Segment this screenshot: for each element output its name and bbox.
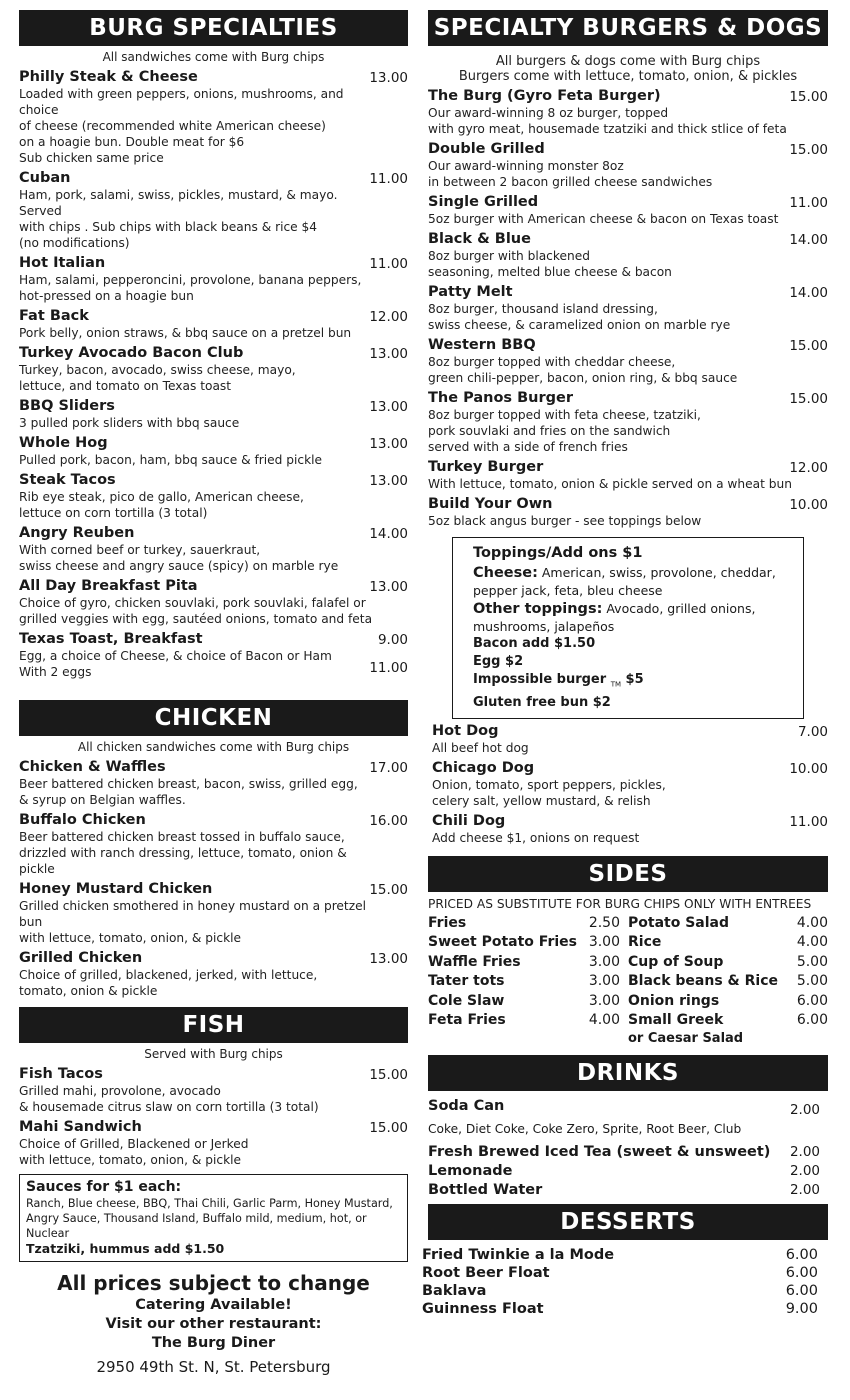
side-item: [428, 933, 628, 953]
menu-item-price: 6.00: [785, 1246, 818, 1263]
side-item-price: 4.00: [588, 1012, 620, 1029]
menu-item-description: [19, 776, 384, 808]
menu-item-price: 2.00: [789, 1181, 820, 1198]
menu-item-description: [19, 362, 384, 394]
chicken-header: CHICKEN: [19, 700, 408, 736]
description-line: swiss cheese and angry sauce (spicy) on marble rye: [19, 559, 339, 573]
menu-item-description: [19, 452, 384, 468]
menu-item-description: [19, 648, 384, 680]
description-line: hot-pressed on a hoagie bun: [19, 289, 194, 303]
desserts-list: [422, 1246, 818, 1318]
side-item: [628, 972, 828, 992]
description-line: & syrup on Belgian waffles.: [19, 793, 186, 807]
right-column: [422, 10, 828, 1318]
description-line: Choice of Grilled, Blackened or Jerked: [19, 1137, 249, 1151]
burger-menu-item: [428, 336, 828, 386]
menu-item-price: 6.00: [785, 1264, 818, 1281]
menu-item-name: Bottled Water: [428, 1181, 543, 1198]
specialty-burgers-list: [428, 87, 828, 529]
menu-item-description: [19, 272, 384, 304]
fish-menu-item: [19, 1118, 408, 1168]
side-item: [428, 953, 628, 973]
menu-item-price: 9.00: [377, 632, 408, 648]
side-item-price: 4.00: [796, 934, 828, 951]
menu-item-price: 11.00: [369, 660, 408, 676]
burg-menu-item: [19, 630, 408, 680]
menu-item-price: 7.00: [797, 723, 828, 740]
menu-item-name: Steak Tacos: [19, 472, 116, 488]
menu-item-name: Fried Twinkie a la Mode: [422, 1246, 615, 1263]
description-line: with chips . Sub chips with black beans & rice $4: [19, 220, 318, 234]
sides-grid: [428, 914, 828, 1047]
burger-menu-item: [428, 140, 828, 190]
menu-item-description: [19, 86, 384, 166]
menu-item-price: 13.00: [369, 951, 408, 967]
menu-item-name: Fat Back: [19, 308, 89, 324]
specialty-note-1: All burgers & dogs come with Burg chips: [495, 54, 761, 69]
side-item: [428, 992, 628, 1012]
description-line: Ham, salami, pepperoncini, provolone, banana peppers,: [19, 273, 362, 287]
description-line: Choice of grilled, blackened, jerked, with lettuce,: [19, 968, 318, 982]
side-item: [628, 914, 828, 934]
burger-menu-item: [428, 87, 828, 137]
menu-item-name: Soda Can: [428, 1097, 505, 1114]
menu-item-name: Mahi Sandwich: [19, 1119, 142, 1135]
burger-menu-item: [428, 230, 828, 280]
description-line: green chili-pepper, bacon, onion ring, & bbq sauce: [428, 371, 738, 385]
description-line: (no modifications): [19, 236, 130, 250]
side-item-price: 4.00: [796, 914, 828, 931]
side-item-name: Rice: [628, 934, 662, 951]
chicken-menu-item: [19, 811, 408, 877]
side-item-name: Waffle Fries: [428, 953, 521, 970]
side-item-continuation: or Caesar Salad: [628, 1030, 744, 1046]
burg-specialties-list: [19, 68, 408, 680]
sides-note: PRICED AS SUBSTITUTE FOR BURG CHIPS ONLY WITH ENTREES: [428, 896, 812, 911]
menu-item-name: Turkey Burger: [428, 459, 544, 475]
side-item-name: Onion rings: [628, 992, 720, 1009]
side-item: [428, 1011, 628, 1031]
sauces-box: [19, 1174, 408, 1262]
side-item: [628, 933, 828, 953]
toppings-cheese-label: Cheese:: [473, 565, 538, 581]
sauces-line-1: Ranch, Blue cheese, BBQ, Thai Chili, Garlic Parm, Honey Mustard,: [26, 1197, 393, 1210]
menu-item-name: Chicago Dog: [432, 759, 535, 776]
burg-menu-item: [19, 68, 408, 166]
toppings-box: [452, 537, 804, 719]
side-item: [428, 914, 628, 934]
burg-menu-item: [19, 307, 408, 341]
toppings-other-cont: mushrooms, jalapeños: [473, 619, 615, 634]
burg-menu-item: [19, 434, 408, 468]
menu-item-price: 15.00: [789, 89, 828, 105]
burg-menu-item: [19, 344, 408, 394]
specialty-burgers-header: SPECIALTY BURGERS & DOGS: [428, 10, 828, 46]
menu-item-price: 13.00: [369, 579, 408, 595]
side-item-price: 5.00: [796, 953, 828, 970]
prices-notice: All prices subject to change: [57, 1271, 370, 1295]
menu-item-description: [428, 513, 804, 529]
hot-dog-menu-item: [432, 722, 828, 756]
menu-item-description: [432, 740, 804, 756]
description-line: grilled veggies with egg, sautéed onions, tomato and feta: [19, 612, 373, 626]
menu-item-description: [19, 898, 384, 946]
menu-item-price: 15.00: [369, 1067, 408, 1083]
drink-item-soda: [428, 1097, 828, 1116]
menu-item-description: [428, 476, 804, 492]
menu-item-description: [428, 105, 804, 137]
impossible-price: $5: [621, 672, 644, 687]
menu-item-price: 16.00: [369, 813, 408, 829]
description-line: Grilled mahi, provolone, avocado: [19, 1084, 221, 1098]
side-item-price: 3.00: [588, 934, 620, 951]
side-item: [428, 972, 628, 992]
menu-item-price: 15.00: [789, 142, 828, 158]
description-line: Egg, a choice of Cheese, & choice of Bacon or Ham: [19, 649, 332, 663]
fish-header: FISH: [19, 1007, 408, 1043]
side-item-price: 3.00: [588, 953, 620, 970]
description-line: Beer battered chicken breast tossed in buffalo sauce,: [19, 830, 345, 844]
description-line: Rib eye steak, pico de gallo, American cheese,: [19, 490, 304, 504]
menu-item-name: Buffalo Chicken: [19, 812, 146, 828]
description-line: with lettuce, tomato, onion, & pickle: [19, 1153, 242, 1167]
side-item-price: 3.00: [588, 973, 620, 990]
menu-item-description: [428, 211, 804, 227]
hot-dog-menu-item: [432, 759, 828, 809]
side-item-price: 5.00: [796, 973, 828, 990]
toppings-title: Toppings/Add ons $1: [473, 545, 643, 561]
menu-item-price: 11.00: [369, 171, 408, 187]
menu-item-price: 12.00: [789, 460, 828, 476]
menu-item-description: [19, 415, 384, 431]
burg-menu-item: [19, 169, 408, 251]
description-line: lettuce on corn tortilla (3 total): [19, 506, 208, 520]
drink-item: [428, 1143, 828, 1162]
toppings-cheese-cont: pepper jack, feta, bleu cheese: [473, 583, 663, 598]
menu-item-price: 10.00: [789, 497, 828, 513]
description-line: All beef hot dog: [432, 740, 529, 755]
side-item-name: Potato Salad: [628, 914, 730, 931]
description-line: With corned beef or turkey, sauerkraut,: [19, 543, 261, 557]
menu-item-name: The Panos Burger: [428, 390, 573, 406]
menu-item-name: Texas Toast, Breakfast: [19, 631, 203, 647]
menu-item-name: Black & Blue: [428, 231, 531, 247]
menu-item-description: [428, 407, 804, 455]
side-item-name: Feta Fries: [428, 1012, 506, 1029]
sides-left-column: [428, 914, 628, 1047]
menu-item-name: Whole Hog: [19, 435, 108, 451]
drinks-list: [428, 1097, 828, 1200]
description-line: Sub chicken same price: [19, 151, 164, 165]
description-line: Turkey, bacon, avocado, swiss cheese, mayo,: [19, 363, 296, 377]
toppings-cheese-text: American, swiss, provolone, cheddar,: [537, 565, 776, 580]
menu-item-name: Patty Melt: [428, 284, 513, 300]
description-line: Grilled chicken smothered in honey mustard on a pretzel bun: [19, 899, 366, 929]
side-item-name: Small Greek: [628, 1012, 724, 1029]
description-line: 8oz burger, thousand island dressing,: [428, 302, 658, 316]
menu-item-price: 17.00: [369, 760, 408, 776]
menu-item-price: 12.00: [369, 309, 408, 325]
toppings-gluten: Gluten free bun $2: [473, 694, 611, 710]
side-item-name: Sweet Potato Fries: [428, 934, 577, 951]
menu-item-name: Grilled Chicken: [19, 950, 143, 966]
description-line: with gyro meat, housemade tzatziki and thick stlice of feta: [428, 122, 787, 136]
left-column: [19, 10, 408, 1377]
trademark-mark: TM: [610, 680, 622, 689]
dessert-item: [422, 1264, 818, 1282]
description-line: served with a side of french fries: [428, 440, 628, 454]
toppings-cheese: [473, 563, 795, 583]
burger-menu-item: [428, 283, 828, 333]
chicken-menu-item: [19, 880, 408, 946]
menu-item-name: All Day Breakfast Pita: [19, 578, 198, 594]
description-line: 8oz burger topped with feta cheese, tzatziki,: [428, 408, 701, 422]
description-line: Ham, pork, salami, swiss, pickles, mustard, & mayo. Served: [19, 188, 338, 218]
menu-item-description: [19, 1083, 384, 1115]
burg-menu-item: [19, 397, 408, 431]
description-line: Our award-winning monster 8oz: [428, 159, 624, 173]
menu-item-name: Chicken & Waffles: [19, 759, 166, 775]
menu-item-price: 14.00: [789, 285, 828, 301]
hot-dog-menu-item: [432, 812, 828, 846]
menu-item-description: [19, 1136, 384, 1168]
burg-menu-item: [19, 471, 408, 521]
menu-item-price: 15.00: [369, 1120, 408, 1136]
menu-item-description: [19, 325, 384, 341]
menu-item-price: 13.00: [369, 399, 408, 415]
description-line: 3 pulled pork sliders with bbq sauce: [19, 416, 240, 430]
menu-item-price: 2.00: [789, 1162, 820, 1179]
chicken-list: [19, 758, 408, 999]
menu-item-description: [428, 158, 804, 190]
menu-item-description: [19, 187, 384, 251]
menu-item-price: 15.00: [369, 882, 408, 898]
side-item: [628, 992, 828, 1012]
side-item-price: 2.50: [588, 914, 620, 931]
menu-item-name: Honey Mustard Chicken: [19, 881, 213, 897]
description-line: Pulled pork, bacon, ham, bbq sauce & fried pickle: [19, 453, 323, 467]
burger-menu-item: [428, 389, 828, 455]
impossible-label: Impossible burger: [473, 672, 607, 687]
menu-item-price: 6.00: [785, 1282, 818, 1299]
sauces-title: Sauces for $1 each:: [26, 1179, 182, 1195]
menu-item-price: 13.00: [369, 70, 408, 86]
diner-address: 2950 49th St. N, St. Petersburg: [96, 1358, 331, 1376]
description-line: & housemade citrus slaw on corn tortilla (3 total): [19, 1100, 319, 1114]
menu-item-name: Double Grilled: [428, 141, 545, 157]
burger-menu-item: [428, 458, 828, 492]
drink-item: [428, 1181, 828, 1200]
fish-menu-item: [19, 1065, 408, 1115]
fish-note: Served with Burg chips: [144, 1047, 283, 1061]
menu-item-price: 11.00: [789, 195, 828, 211]
side-item: [628, 1011, 828, 1031]
toppings-other: [473, 599, 795, 619]
burg-menu-item: [19, 524, 408, 574]
diner-name: The Burg Diner: [151, 1335, 276, 1351]
menu-item-name: Hot Italian: [19, 255, 106, 271]
chicken-menu-item: [19, 949, 408, 999]
description-line: Beer battered chicken breast, bacon, swiss, grilled egg,: [19, 777, 358, 791]
description-line: Pork belly, onion straws, & bbq sauce on a pretzel bun: [19, 326, 352, 340]
menu-item-price: 11.00: [789, 813, 828, 830]
description-line: 8oz burger with blackened: [428, 249, 590, 263]
side-item-name: Black beans & Rice: [628, 973, 778, 990]
menu-item-description: [19, 829, 384, 877]
dessert-item: [422, 1282, 818, 1300]
menu-item-name: Fish Tacos: [19, 1066, 103, 1082]
toppings-other-label: Other toppings:: [473, 601, 603, 617]
menu-item-name: Guinness Float: [422, 1300, 544, 1317]
menu-item-name: Turkey Avocado Bacon Club: [19, 345, 244, 361]
description-line: pork souvlaki and fries on the sandwich: [428, 424, 671, 438]
description-line: 5oz burger with American cheese & bacon on Texas toast: [428, 212, 779, 226]
drink-items: [428, 1143, 828, 1200]
menu-item-description: [432, 830, 804, 846]
sauces-extra: Tzatziki, hummus add $1.50: [26, 1241, 225, 1256]
menu-item-name: Fresh Brewed Iced Tea (sweet & unsweet): [428, 1143, 771, 1160]
menu-item-name: Chili Dog: [432, 812, 506, 829]
toppings-egg: Egg $2: [473, 654, 524, 669]
visit-notice: Visit our other restaurant:: [105, 1316, 322, 1332]
menu-item-price: 13.00: [369, 346, 408, 362]
menu-item-price: 15.00: [789, 338, 828, 354]
menu-item-description: [428, 248, 804, 280]
menu-item-name: Cuban: [19, 170, 71, 186]
description-line: Our award-winning 8 oz burger, topped: [428, 106, 669, 120]
burger-menu-item: [428, 193, 828, 227]
menu-item-price: 15.00: [789, 391, 828, 407]
chicken-note: All chicken sandwiches come with Burg chips: [77, 740, 350, 754]
description-line: Add cheese $1, onions on request: [432, 830, 640, 845]
toppings-other-text: Avocado, grilled onions,: [602, 601, 756, 616]
menu-item-name: Hot Dog: [432, 722, 499, 739]
specialty-note-2: Burgers come with lettuce, tomato, onion, & pickles: [458, 69, 798, 84]
menu-item-description: [19, 967, 384, 999]
description-line: Choice of gyro, chicken souvlaki, pork souvlaki, falafel or: [19, 596, 366, 610]
soda-note: Coke, Diet Coke, Coke Zero, Sprite, Root Beer, Club: [428, 1121, 742, 1136]
description-line: on a hoagie bun. Double meat for $6: [19, 135, 245, 149]
side-item-price: 3.00: [588, 992, 620, 1009]
description-line: with lettuce, tomato, onion, & pickle: [19, 931, 242, 945]
footer: [19, 1270, 408, 1377]
burg-menu-item: [19, 577, 408, 627]
menu-item-price: 13.00: [369, 473, 408, 489]
description-line: With 2 eggs: [19, 665, 92, 679]
dessert-item: [422, 1300, 818, 1318]
description-line: 5oz black angus burger - see toppings below: [428, 514, 702, 528]
dessert-item: [422, 1246, 818, 1264]
menu-item-description: [428, 301, 804, 333]
description-line: 8oz burger topped with cheddar cheese,: [428, 355, 676, 369]
menu-item-name: Single Grilled: [428, 194, 539, 210]
description-line: in between 2 bacon grilled cheese sandwiches: [428, 175, 713, 189]
side-item-name: Fries: [428, 914, 467, 931]
side-item-name: Cole Slaw: [428, 992, 505, 1009]
menu-item-name: The Burg (Gyro Feta Burger): [428, 88, 661, 104]
toppings-impossible: [473, 671, 795, 694]
description-line: swiss cheese, & caramelized onion on marble rye: [428, 318, 731, 332]
description-line: of cheese (recommended white American cheese): [19, 119, 326, 133]
menu-item-description: [432, 777, 804, 809]
menu-item-name: BBQ Sliders: [19, 398, 115, 414]
menu-item-description: [19, 542, 384, 574]
menu-item-name: Build Your Own: [428, 496, 553, 512]
menu-item-price: 14.00: [789, 232, 828, 248]
menu-item-price: 13.00: [369, 436, 408, 452]
menu-item-price: 11.00: [369, 256, 408, 272]
side-item-price: 6.00: [796, 992, 828, 1009]
menu-item-name: Angry Reuben: [19, 525, 135, 541]
burg-specialties-note: All sandwiches come with Burg chips: [102, 50, 325, 64]
menu-item-price: 2.00: [789, 1101, 820, 1118]
menu-item-description: [19, 489, 384, 521]
side-item-price: 6.00: [796, 1012, 828, 1029]
description-line: celery salt, yellow mustard, & relish: [432, 793, 651, 808]
sauces-line-2: Angry Sauce, Thousand Island, Buffalo mild, medium, hot, or Nuclear: [26, 1212, 367, 1240]
menu-item-name: Root Beer Float: [422, 1264, 550, 1281]
menu-item-name: Philly Steak & Cheese: [19, 69, 198, 85]
menu-item-name: Baklava: [422, 1282, 487, 1299]
description-line: lettuce, and tomato on Texas toast: [19, 379, 232, 393]
description-line: Onion, tomato, sport peppers, pickles,: [432, 777, 666, 792]
side-item: [628, 953, 828, 973]
menu-item-name: Lemonade: [428, 1162, 513, 1179]
menu-item-price: 10.00: [789, 760, 828, 777]
chicken-menu-item: [19, 758, 408, 808]
description-line: tomato, onion & pickle: [19, 984, 158, 998]
side-item-name: Tater tots: [428, 973, 505, 990]
description-line: Loaded with green peppers, onions, mushrooms, and choice: [19, 87, 344, 117]
menu-item-price: 9.00: [785, 1300, 818, 1317]
description-line: seasoning, melted blue cheese & bacon: [428, 265, 672, 279]
catering-notice: Catering Available!: [135, 1297, 292, 1313]
description-line: With lettuce, tomato, onion & pickle served on a wheat bun: [428, 477, 792, 491]
menu-item-price: 2.00: [789, 1143, 820, 1160]
side-item-name: Cup of Soup: [628, 953, 724, 970]
description-line: drizzled with ranch dressing, lettuce, tomato, onion & pickle: [19, 846, 347, 876]
menu-item-price: 14.00: [369, 526, 408, 542]
burger-menu-item: [428, 495, 828, 529]
drink-item: [428, 1162, 828, 1181]
burg-specialties-header: BURG SPECIALTIES: [19, 10, 408, 46]
drinks-header: DRINKS: [428, 1055, 828, 1091]
burg-menu-item: [19, 254, 408, 304]
menu-item-name: Western BBQ: [428, 337, 536, 353]
menu-item-description: [428, 354, 804, 386]
sides-right-column: [628, 914, 828, 1047]
hot-dogs-list: [432, 722, 828, 846]
toppings-bacon: Bacon add $1.50: [473, 636, 596, 651]
sides-header: SIDES: [428, 856, 828, 892]
desserts-header: DESSERTS: [428, 1204, 828, 1240]
fish-list: [19, 1065, 408, 1168]
menu-item-description: [19, 595, 384, 627]
